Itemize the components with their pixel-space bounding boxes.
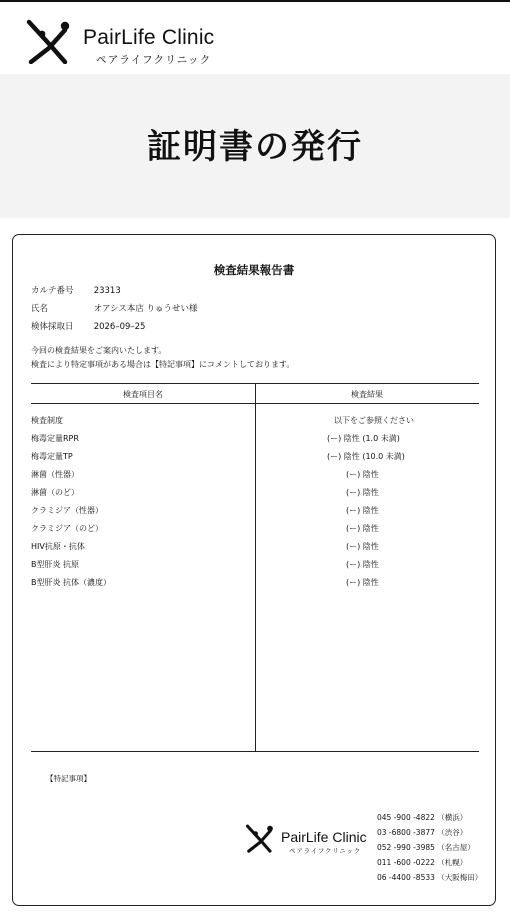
column-header-item: 検査項目名 <box>123 390 163 399</box>
info-label: 検体採取日 <box>31 322 74 332</box>
test-item-name: 検査制度 <box>31 416 63 425</box>
test-item-name: クラミジア（のど） <box>31 524 103 533</box>
test-item-name: 梅毒定量TP <box>31 452 73 461</box>
phone-number: 052 -990 -3985 （名古屋） <box>377 843 475 852</box>
report-note: 検査により特定事項がある場合は【特記事項】にコメントしております。 <box>31 360 295 369</box>
info-value: オアシス本店 りゅうせい様 <box>93 304 198 314</box>
table-bottom-divider <box>31 751 479 752</box>
remarks-label: 【特記事項】 <box>46 774 91 783</box>
footer-brand-kana: ペアライフクリニック <box>289 847 362 855</box>
test-result: 以下をご参照ください <box>334 416 414 425</box>
test-item-name: 梅毒定量RPR <box>31 434 79 443</box>
table-column-divider <box>255 383 256 751</box>
test-result: (ー) 陰性 <box>346 470 379 479</box>
report-title: 検査結果報告書 <box>213 263 295 277</box>
test-result: (ー) 陰性 <box>346 560 379 569</box>
info-row-chart-number <box>31 284 121 296</box>
column-header-result: 検査結果 <box>351 390 383 399</box>
test-item-name: B型肝炎 抗原 <box>31 560 80 569</box>
info-label: 氏名 <box>31 304 49 314</box>
dancing-figure-icon[interactable] <box>25 18 73 64</box>
report-note: 今回の検査結果をご案内いたします。 <box>31 346 167 355</box>
test-result: (ー) 陰性 (1.0 未満) <box>327 434 400 443</box>
test-result: (ー) 陰性 <box>346 524 379 533</box>
info-label: カルテ番号 <box>31 286 74 296</box>
page-banner <box>0 74 510 218</box>
site-header <box>0 2 510 74</box>
info-value: 2026–09–25 <box>93 322 146 332</box>
phone-number: 045 -900 -4822 （横浜） <box>377 813 468 822</box>
info-row-sample-date <box>31 320 145 332</box>
phone-number: 011 -600 -0222 （札幌） <box>377 858 468 867</box>
test-result: (ー) 陰性 <box>346 578 379 587</box>
page-title: 証明書の発行 <box>147 127 363 167</box>
test-result: (ー) 陰性 (10.0 未満) <box>327 452 405 461</box>
clinic-phone-list <box>377 810 482 885</box>
brand-name[interactable]: PairLife Clinic <box>83 26 215 49</box>
phone-number: 06 -4400 -8533 （大阪梅田） <box>377 873 483 882</box>
test-result-report <box>12 234 496 906</box>
test-item-name: クラミジア（性器） <box>31 506 103 515</box>
test-item-name: B型肝炎 抗体（濃度） <box>31 578 112 587</box>
info-value: 23313 <box>93 286 121 296</box>
footer-brand-name: PairLife Clinic <box>281 829 367 845</box>
brand-kana: ペアライフクリニック <box>96 54 212 66</box>
info-row-name <box>31 302 198 314</box>
test-result: (ー) 陰性 <box>346 542 379 551</box>
test-result: (ー) 陰性 <box>346 506 379 515</box>
phone-number: 03 -6800 -3877 （渋谷） <box>377 828 468 837</box>
dancing-figure-icon <box>245 823 275 853</box>
test-result: (ー) 陰性 <box>346 488 379 497</box>
test-item-name: HIV抗原・抗体 <box>31 542 85 551</box>
test-item-name: 淋菌（のど） <box>31 488 79 497</box>
test-item-name: 淋菌（性器） <box>31 470 79 479</box>
